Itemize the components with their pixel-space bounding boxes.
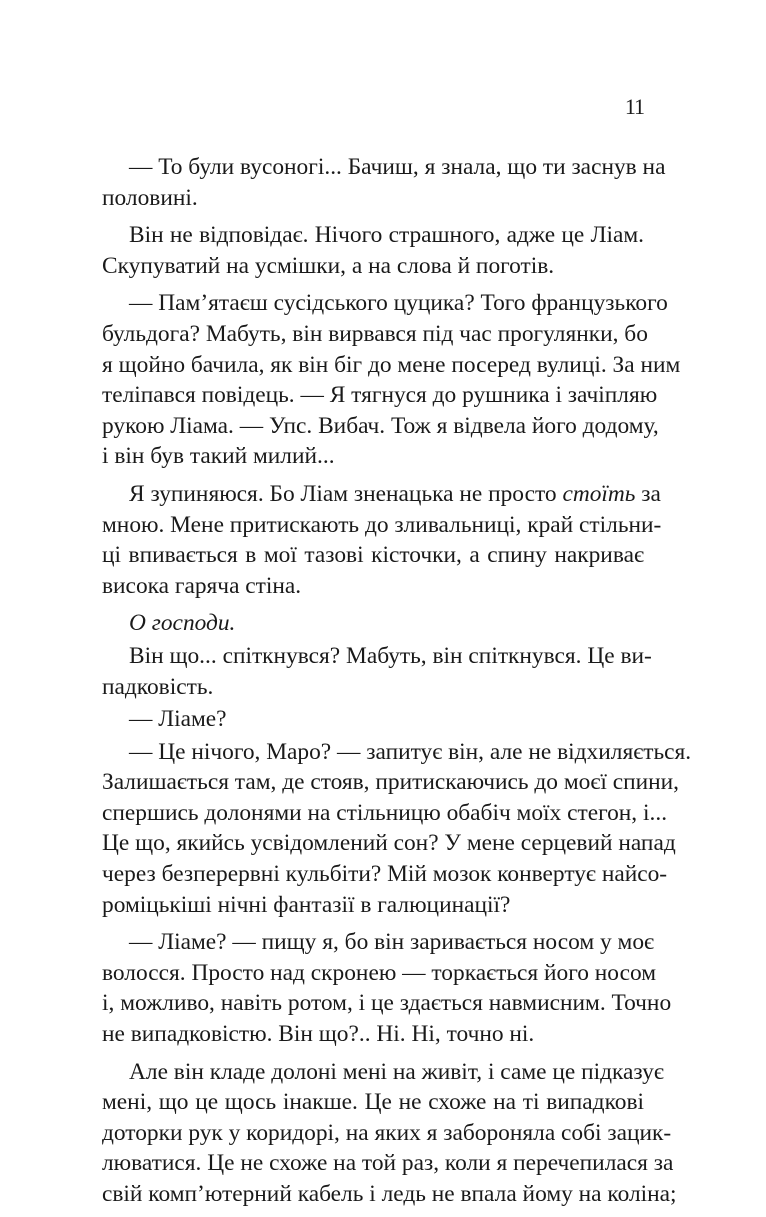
text-line: Але він кладе долоні мені на живіт, і саме це підказує xyxy=(129,1058,664,1085)
text-line: — Це нічого, Маро? — запитує він, але не відхиляється. xyxy=(129,738,692,765)
text-line: волосся. Просто над скронею — торкається його носом xyxy=(102,959,656,986)
paragraph-9 xyxy=(102,927,672,1049)
emphasis-text: стоїть xyxy=(562,480,636,507)
text-line: Скупуватий на усмішки, а на слова й поготів. xyxy=(102,252,555,279)
paragraph-1 xyxy=(102,152,666,213)
text-line: свій комп’ютерний кабель і ледь не впала йому на коліна; xyxy=(102,1181,677,1207)
paragraph-5 xyxy=(102,608,644,639)
text-line: рукою Ліама. — Упс. Вибач. Тож я відвела його додому, xyxy=(102,412,659,439)
text-line: половині. xyxy=(102,184,198,211)
body-text xyxy=(102,152,692,1217)
text-line: Це що, якийсь усвідомлений сон? У мене серцевий напад xyxy=(102,830,676,857)
text-line: бульдога? Мабуть, він вирвався під час прогулянки, бо xyxy=(102,320,648,347)
text-line xyxy=(102,479,661,510)
text-line: — Ліаме? xyxy=(129,706,227,733)
text-line: і він був такий милий... xyxy=(102,443,335,470)
text-line: падковість. xyxy=(102,673,214,700)
text-line: я щойно бачила, як він біг до мене посеред вулиці. За ним xyxy=(102,351,681,378)
text-line: висока гаряча стіна. xyxy=(102,572,302,599)
text-line: Він що... спіткнувся? Мабуть, він спіткнувся. Це ви- xyxy=(129,642,652,669)
text-line: теліпався повідець. — Я тягнуся до рушника і зачіпляю xyxy=(102,382,658,409)
paragraph-8 xyxy=(102,737,692,921)
text-line: через безперервні кульбіти? Мій мозок конвертує найсо- xyxy=(102,861,668,888)
paragraph-2 xyxy=(102,220,644,281)
text-line: роміцькіші нічні фантазії в галюцинації? xyxy=(102,891,511,918)
emphasis-text: О господи. xyxy=(129,610,236,637)
text-segment: Я зупиняюся. Бо Ліам зненацька не просто xyxy=(129,480,563,507)
text-line: доторки рук у коридорі, на яких я забороняла собі зацик- xyxy=(102,1119,672,1146)
paragraph-10 xyxy=(102,1057,677,1210)
text-line: мною. Мене притискають до зливальниці, край стільни- xyxy=(102,511,662,538)
paragraph-3 xyxy=(102,288,681,472)
page-number: 11 xyxy=(624,94,644,119)
text-line: не випадковістю. Він що?.. Ні. Ні, точно ні. xyxy=(102,1021,535,1048)
text-segment: за xyxy=(635,480,661,507)
text-line: ці впивається в мої тазові кісточки, а спину накриває xyxy=(102,542,644,569)
text-line: спершись долонями на стільницю обабіч моїх стегон, і... xyxy=(102,799,668,826)
text-line: Він не відповідає. Нічого страшного, адже це Ліам. xyxy=(129,222,644,249)
text-line: — Ліаме? — пищу я, бо він заривається носом у моє xyxy=(129,929,655,956)
paragraph-7 xyxy=(102,704,644,735)
text-line: мені, що це щось інакше. Це не схоже на ті випадкові xyxy=(102,1089,644,1116)
text-line xyxy=(102,608,644,639)
paragraph-6 xyxy=(102,641,652,702)
text-line: люватися. Це не схоже на той раз, коли я перечепилася за xyxy=(102,1150,674,1177)
text-line: Залишається там, де стояв, притискаючись до моєї спини, xyxy=(102,769,679,796)
text-line: — То були вусоногі... Бачиш, я знала, що ти заснув на xyxy=(129,154,666,180)
paragraph-4 xyxy=(102,479,662,601)
text-line: — Пам’ятаєш сусідського цуцика? Того французького xyxy=(129,290,668,317)
text-line: і, можливо, навіть ротом, і це здається навмисним. Точно xyxy=(102,990,672,1017)
